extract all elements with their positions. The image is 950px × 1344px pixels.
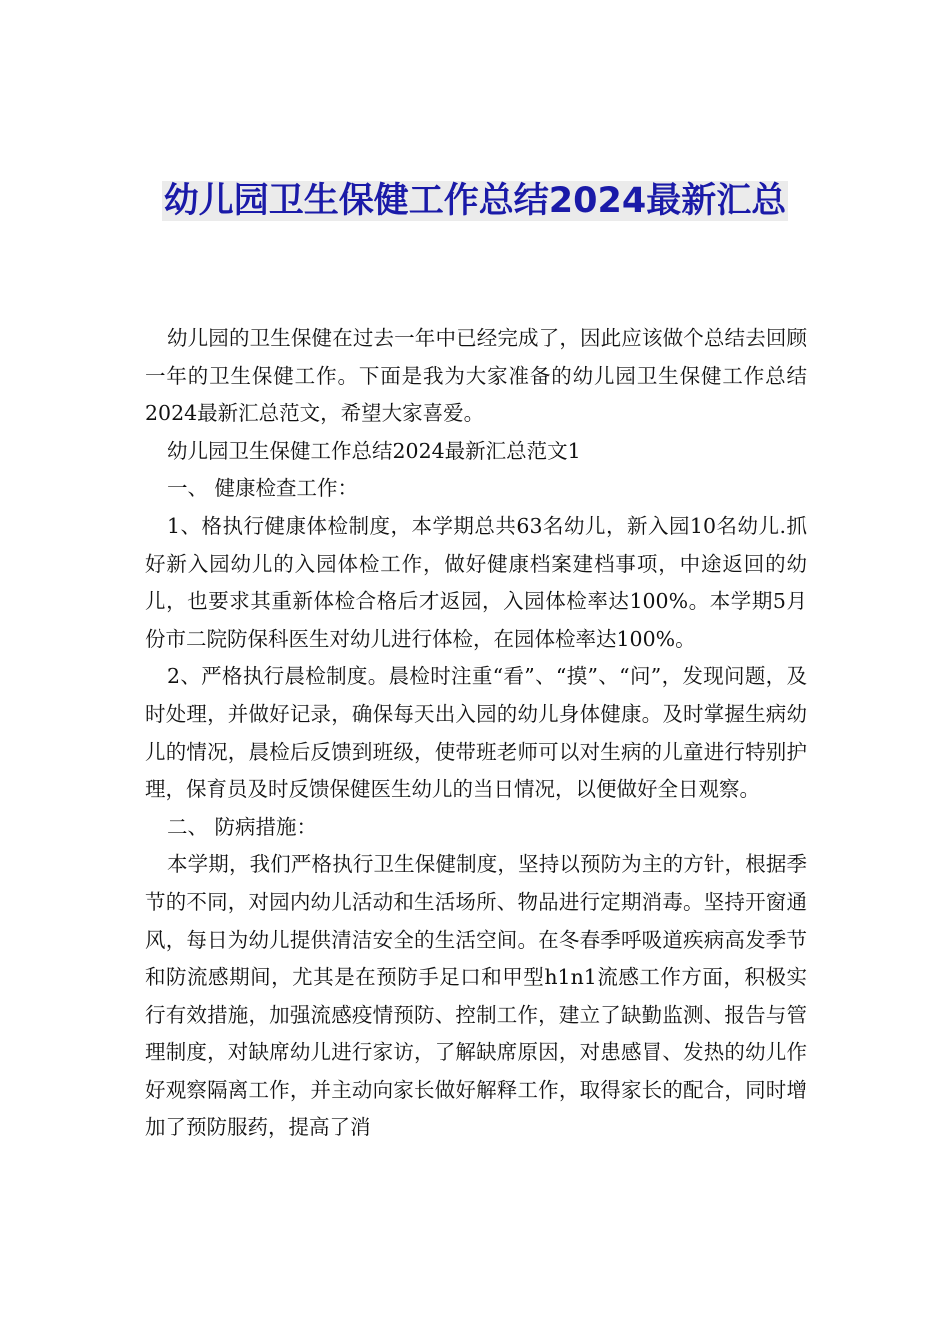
heading-disease-prevention: 二、 防病措施： [167,814,318,839]
heading-health-check: 一、 健康检查工作： [167,476,359,501]
title-block [120,175,830,227]
document-body [145,320,807,1147]
paragraph-disease-prevention: 本学期，我们严格执行卫生保健制度，坚持以预防为主的方针，根据季节的不同，对园内幼儿活动和生活场所、物品进行定期消毒。坚持开窗通风，每日为幼儿提供清洁安全的生活空间。在冬春季呼吸道疾病高发季节和防流感期间，尤其是在预防手足口和甲型h1n1流感工作方面，积极实行有效措施，加强流感疫情预防、控制工作，建立了缺勤监测、报告与管理制度，对缺席幼儿进行家访，了解缺席原因，对患感冒、发热的幼儿作好观察隔离工作，并主动向家长做好解释工作，取得家长的配合，同时增加了预防服药，提高了消 [145,852,807,1140]
paragraph-health-check-2: 2、严格执行晨检制度。晨检时注重“看”、“摸”、“问”，发现问题，及时处理，并做好记录，确保每天出入园的幼儿身体健康。及时掌握生病幼儿的情况，晨检后反馈到班级，使带班老师可以对生病的儿童进行特别护理，保育员及时反馈保健医生幼儿的当日情况，以便做好全日观察。 [145,664,807,802]
intro-paragraph: 幼儿园的卫生保健在过去一年中已经完成了，因此应该做个总结去回顾一年的卫生保健工作。下面是我为大家准备的幼儿园卫生保健工作总结2024最新汇总范文，希望大家喜爱。 [145,326,807,426]
section-subtitle: 幼儿园卫生保健工作总结2024最新汇总范文1 [167,438,581,463]
paragraph-health-check-1: 1、格执行健康体检制度，本学期总共63名幼儿，新入园10名幼儿.抓好新入园幼儿的入园体检工作，做好健康档案建档事项，中途返回的幼儿，也要求其重新体检合格后才返园，入园体检率达100%。本学期5月份市二院防保科医生对幼儿进行体检，在园体检率达100%。 [145,513,807,651]
document-title: 幼儿园卫生保健工作总结2024最新汇总 [163,181,787,221]
